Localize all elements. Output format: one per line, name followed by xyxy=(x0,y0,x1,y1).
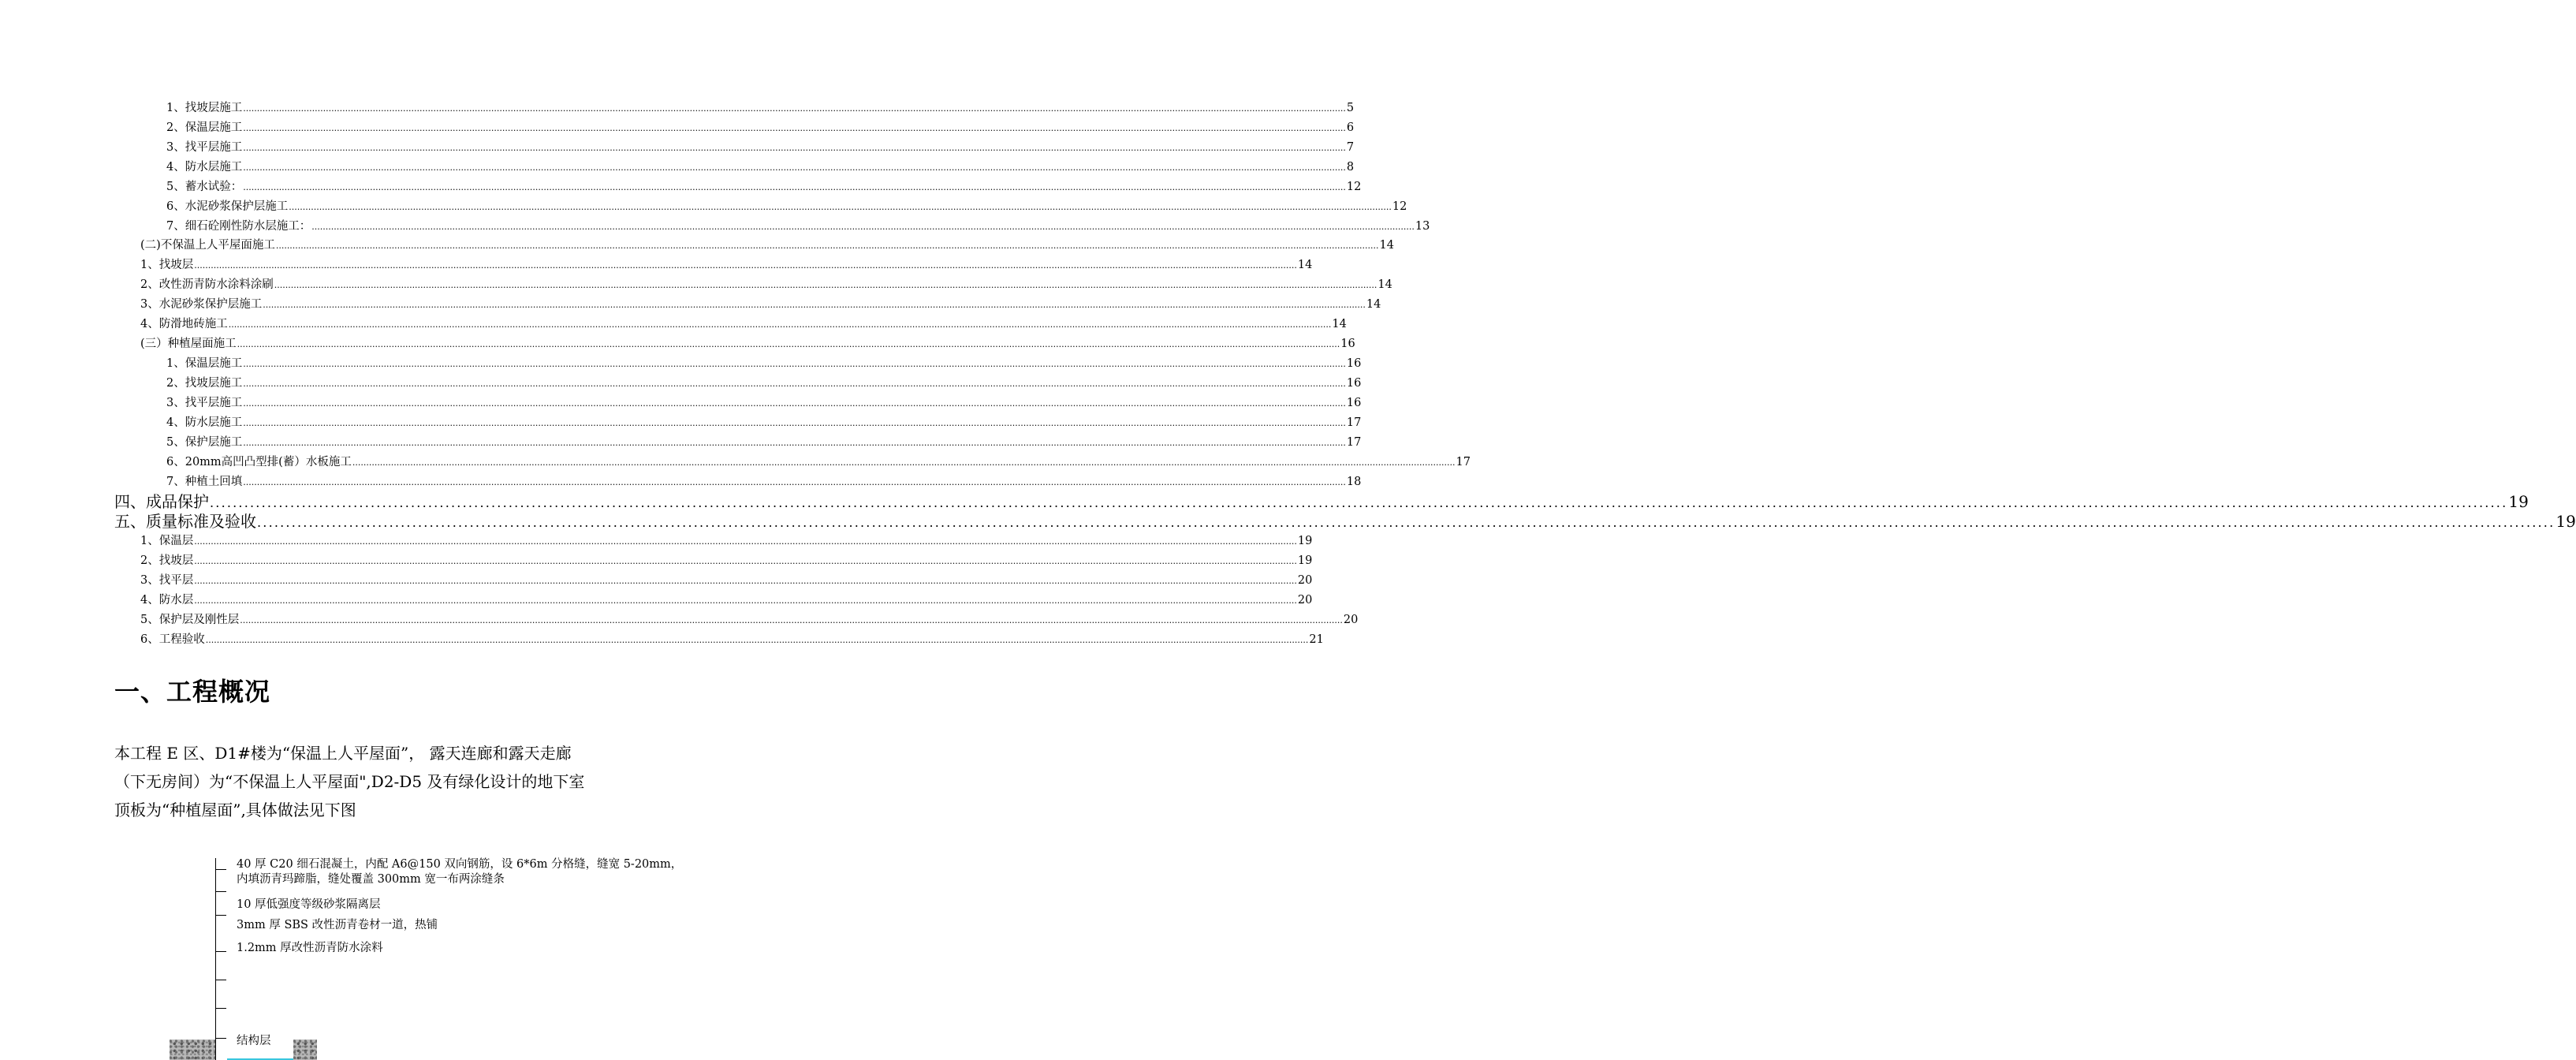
toc-entry-page: 7 xyxy=(1346,141,1355,154)
toc-entry-page: 16 xyxy=(1340,338,1355,350)
toc-entry-page: 20 xyxy=(1297,594,1313,607)
toc-dot-leader: ................................................................................................................................................................................................................................................................................................................................................................................................................ xyxy=(194,556,1297,566)
toc-entry-label: 1、找坡层 xyxy=(140,259,194,271)
toc-dot-leader: ................................................................................................................................................................................................................................................................................................................................................................................................................ xyxy=(243,398,1346,409)
toc-entry[interactable] xyxy=(166,414,1362,431)
toc-entry-label: 3、找平层 xyxy=(140,574,194,587)
toc-entry[interactable] xyxy=(140,572,1313,589)
toc-entry-page: 14 xyxy=(1366,298,1381,311)
toc-entry[interactable] xyxy=(140,631,1324,648)
toc-entry-label: 4、防滑地砖施工 xyxy=(140,318,228,330)
toc-dot-leader: ................................................................................................................................................................................................................................................................................................................................................................................................................ xyxy=(243,103,1346,114)
toc-entry[interactable] xyxy=(166,453,1471,471)
toc-entry-page: 14 xyxy=(1377,278,1392,291)
toc-entry-page: 19 xyxy=(2508,492,2529,511)
toc-entry-page: 20 xyxy=(1297,574,1313,587)
toc-entry[interactable] xyxy=(166,178,1362,196)
toc-dot-leader: ................................................................................................................................................................................................................................................................................................................................................................................................................ xyxy=(194,576,1297,586)
toc-entry[interactable] xyxy=(140,276,1392,293)
diagram-tick xyxy=(215,891,226,892)
toc-entry-label: 1、保温层 xyxy=(140,535,194,547)
layer-label: 3mm 厚 SBS 改性沥青卷材一道，热铺 xyxy=(237,919,438,931)
toc-entry[interactable] xyxy=(140,256,1313,274)
toc-entry[interactable] xyxy=(140,237,1394,254)
toc-entry[interactable] xyxy=(166,198,1407,215)
layer-label: 40 厚 C20 细石混凝土，内配 A6@150 双向钢筋，设 6*6m 分格缝，缝宽 5-20mm， xyxy=(237,858,683,871)
toc-dot-leader: ................................................................................................................................................................................................................................................................................................................................................................................................................ xyxy=(228,319,1332,330)
toc-dot-leader: ................................................................................................................................................................................................................................................................................................................................................................................................................ xyxy=(243,359,1346,369)
toc-entry-label: 2、改性沥青防水涂料涂刷 xyxy=(140,278,274,291)
toc-dot-leader: ................................................................................................................................................................................................................................................................................................................................................................................................................ xyxy=(240,615,1343,625)
section-heading: 一、工程概况 xyxy=(114,677,271,707)
toc-entry-page: 16 xyxy=(1346,397,1362,409)
toc-entry-label: 6、20mm高凹凸型排(蓄）水板施工 xyxy=(166,456,352,468)
toc-entry[interactable] xyxy=(166,434,1362,451)
toc-entry-label: 5、蓄水试验： xyxy=(166,181,243,193)
toc-dot-leader: ................................................................................................................................................................................................................................................................................................................................................................................................................ xyxy=(243,477,1346,487)
toc-entry[interactable] xyxy=(166,473,1362,491)
toc-entry-label: (三）种植屋面施工 xyxy=(140,338,237,350)
paragraph-line: 本工程 E 区、D1#楼为“保温上人平屋面”， 露天连廊和露天走廊 xyxy=(114,744,572,763)
toc-entry-label: 1、找坡层施工 xyxy=(166,102,243,114)
toc-entry[interactable] xyxy=(140,335,1355,353)
layer-label: 结构层 xyxy=(237,1035,271,1047)
toc-entry-page: 17 xyxy=(1346,436,1362,449)
toc-dot-leader: ................................................................................................................................................................................................................................................................................................................................................................................................................ xyxy=(194,536,1297,547)
toc-entry[interactable] xyxy=(140,532,1313,550)
toc-dot-leader: ................................................................................................................................................................................................................................................................................................................................................................................................................ xyxy=(194,595,1297,606)
toc-dot-leader: ................................................................................................................................................................................................................................................................................................................................................................................................................ xyxy=(243,143,1346,153)
toc-dot-leader: ................................................................................................................................................................................................................................................................................................................................................................................................................ xyxy=(243,123,1346,133)
diagram-tick xyxy=(215,915,226,916)
toc-entry-label: 4、防水层施工 xyxy=(166,161,243,174)
toc-entry[interactable] xyxy=(166,159,1355,176)
toc-dot-leader: ................................................................................................................................................................................................................................................................................................................................................................................................................ xyxy=(194,260,1297,271)
paragraph-line: 顶板为“种植屋面”,具体做法见下图 xyxy=(114,801,356,819)
toc-entry-page: 19 xyxy=(1297,554,1313,567)
toc-entry-page: 17 xyxy=(1346,416,1362,429)
toc-entry[interactable] xyxy=(114,491,2529,512)
toc-entry-label: 五、质量标准及验收 xyxy=(114,512,256,531)
toc-entry-page: 17 xyxy=(1456,456,1471,468)
toc-dot-leader: ................................................................................................................................................................................................................................................................................................................................................................................................................ xyxy=(243,418,1346,428)
toc-entry-page: 14 xyxy=(1379,239,1394,252)
diagram-tick xyxy=(215,869,226,870)
toc-entry[interactable] xyxy=(140,611,1359,629)
diagram-tick xyxy=(215,1008,226,1009)
toc-entry-label: 5、保护层施工 xyxy=(166,436,243,449)
overview-paragraph xyxy=(114,739,643,824)
toc-entry-label: 四、成品保护 xyxy=(114,492,209,511)
gravel-hatch xyxy=(293,1039,317,1060)
toc-entry-page: 5 xyxy=(1346,102,1355,114)
diagram-leader-line xyxy=(215,858,216,1060)
toc-entry-page: 19 xyxy=(1297,535,1313,547)
toc-dot-leader: ................................................................................................................................................................................................................................................................................................................................................................................................................ xyxy=(237,339,1340,349)
toc-dot-leader: ................................................................................................................................................................................................................................................................................................................................................................................................................ xyxy=(243,438,1346,448)
toc-dot-leader: ................................................................................................................................................................................................................................................................................................................................................................................................................ xyxy=(243,162,1346,173)
toc-entry-label: 3、找平层施工 xyxy=(166,141,243,154)
toc-dot-leader: ................................................................................................................................................................................................................................................................................................................................................................................................................ xyxy=(274,280,1377,290)
toc-entry[interactable] xyxy=(114,511,2576,532)
toc-entry[interactable] xyxy=(166,139,1355,156)
toc-entry-label: 6、水泥砂浆保护层施工 xyxy=(166,200,289,213)
toc-entry-label: 1、保温层施工 xyxy=(166,357,243,370)
toc-entry[interactable] xyxy=(140,552,1313,569)
toc-entry-page: 21 xyxy=(1309,633,1324,646)
toc-entry-label: 7、种植土回填 xyxy=(166,476,243,488)
gravel-hatch xyxy=(170,1039,215,1060)
toc-dot-leader: ................................................................................................................................................................................................................................................................................................................................................................................................................ xyxy=(257,515,2555,530)
toc-dot-leader: ................................................................................................................................................................................................................................................................................................................................................................................................................ xyxy=(210,495,2508,510)
toc-entry-page: 16 xyxy=(1346,357,1362,370)
toc-dot-leader: ................................................................................................................................................................................................................................................................................................................................................................................................................ xyxy=(352,457,1456,468)
toc-entry-label: 7、细石砼刚性防水层施工： xyxy=(166,220,311,233)
toc-entry-page: 16 xyxy=(1346,377,1362,390)
toc-dot-leader: ................................................................................................................................................................................................................................................................................................................................................................................................................ xyxy=(275,241,1379,251)
toc-entry[interactable] xyxy=(140,296,1381,313)
toc-entry-label: 6、工程验收 xyxy=(140,633,205,646)
toc-dot-leader: ................................................................................................................................................................................................................................................................................................................................................................................................................ xyxy=(311,222,1415,232)
toc-entry-page: 20 xyxy=(1343,614,1359,626)
layer-label: 1.2mm 厚改性沥青防水涂料 xyxy=(237,942,383,954)
toc-entry-label: 3、找平层施工 xyxy=(166,397,243,409)
toc-entry-label: (二)不保温上人平屋面施工 xyxy=(140,239,275,252)
toc-entry-page: 19 xyxy=(2555,512,2576,531)
toc-entry-page: 12 xyxy=(1346,181,1362,193)
toc-dot-leader: ................................................................................................................................................................................................................................................................................................................................................................................................................ xyxy=(289,202,1392,212)
toc-entry[interactable] xyxy=(166,99,1355,117)
toc-entry-label: 2、找坡层施工 xyxy=(166,377,243,390)
layer-label: 内填沥青玛蹄脂，缝处覆盖 300mm 宽一布两涂缝条 xyxy=(237,873,505,886)
toc-entry[interactable] xyxy=(140,592,1313,609)
toc-entry-page: 12 xyxy=(1392,200,1407,213)
toc-entry-page: 14 xyxy=(1332,318,1347,330)
diagram-tick xyxy=(215,1038,226,1039)
toc-entry[interactable] xyxy=(166,355,1362,372)
toc-entry-label: 2、找坡层 xyxy=(140,554,194,567)
toc-entry[interactable] xyxy=(166,394,1362,412)
toc-entry-label: 5、保护层及刚性层 xyxy=(140,614,240,626)
diagram-tick xyxy=(215,951,226,952)
toc-entry[interactable] xyxy=(166,119,1355,136)
toc-dot-leader: ................................................................................................................................................................................................................................................................................................................................................................................................................ xyxy=(205,635,1309,645)
toc-dot-leader: ................................................................................................................................................................................................................................................................................................................................................................................................................ xyxy=(243,182,1346,192)
toc-entry[interactable] xyxy=(140,315,1347,333)
layer-label: 10 厚低强度等级砂浆隔离层 xyxy=(237,898,381,911)
roof-layer-diagram xyxy=(0,852,749,1060)
toc-entry[interactable] xyxy=(166,375,1362,392)
toc-entry-label: 4、防水层施工 xyxy=(166,416,243,429)
toc-dot-leader: ................................................................................................................................................................................................................................................................................................................................................................................................................ xyxy=(243,379,1346,389)
toc-entry[interactable] xyxy=(166,218,1430,235)
toc-entry-page: 18 xyxy=(1346,476,1362,488)
toc-entry-page: 6 xyxy=(1346,121,1355,134)
toc-entry-page: 13 xyxy=(1415,220,1430,233)
toc-entry-label: 2、保温层施工 xyxy=(166,121,243,134)
toc-entry-page: 8 xyxy=(1346,161,1355,174)
toc-entry-label: 3、水泥砂浆保护层施工 xyxy=(140,298,263,311)
toc-entry-page: 14 xyxy=(1297,259,1313,271)
paragraph-line: （下无房间）为“不保温上人平屋面",D2-D5 及有绿化设计的地下室 xyxy=(114,772,585,791)
toc-entry-label: 4、防水层 xyxy=(140,594,194,607)
toc-dot-leader: ................................................................................................................................................................................................................................................................................................................................................................................................................ xyxy=(263,300,1366,310)
